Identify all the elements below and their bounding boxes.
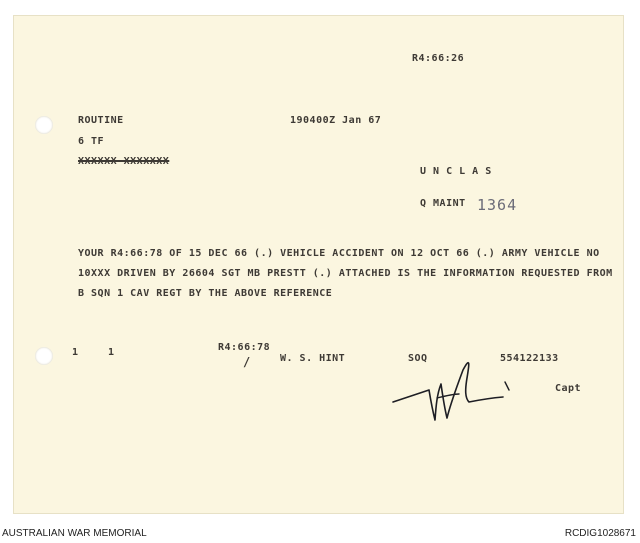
- classification: U N C L A S: [420, 166, 492, 177]
- footer-slash: /: [243, 355, 251, 369]
- to-line: 6 TF: [78, 136, 105, 147]
- originator-number: 554122133: [500, 353, 559, 364]
- handwritten-signature: [385, 350, 520, 425]
- stamp-number: 1364: [477, 196, 518, 214]
- originator-unit: SOQ: [408, 353, 428, 364]
- footer-catalogue-id: RCDIG1028671: [564, 528, 636, 539]
- footer-reference: R4:66:78: [218, 342, 271, 353]
- body-line-2: 10XXX DRIVEN BY 26604 SGT MB PRESTT (.) ATTACHED IS THE INFORMATION REQUESTED FROM: [78, 268, 613, 279]
- struck-out-line: XXXXXX XXXXXXX: [78, 156, 170, 167]
- precedence: ROUTINE: [78, 115, 124, 126]
- date-time-group: 190400Z Jan 67: [290, 115, 382, 126]
- footer-institution: AUSTRALIAN WAR MEMORIAL: [2, 528, 147, 539]
- file-reference-top: R4:66:26: [412, 53, 465, 64]
- body-line-3: B SQN 1 CAV REGT BY THE ABOVE REFERENCE: [78, 288, 333, 299]
- originator-name: W. S. HINT: [280, 353, 346, 364]
- body-line-1: YOUR R4:66:78 OF 15 DEC 66 (.) VEHICLE ACCIDENT ON 12 OCT 66 (.) ARMY VEHICLE NO: [78, 248, 600, 259]
- punch-hole-bottom: [35, 347, 53, 365]
- footer-copy-a: 1: [72, 347, 79, 358]
- document-page: [14, 16, 623, 513]
- footer-copy-b: 1: [108, 347, 115, 358]
- q-maint-label: Q MAINT: [420, 198, 466, 209]
- punch-hole-top: [35, 116, 53, 134]
- originator-rank: Capt: [555, 383, 582, 394]
